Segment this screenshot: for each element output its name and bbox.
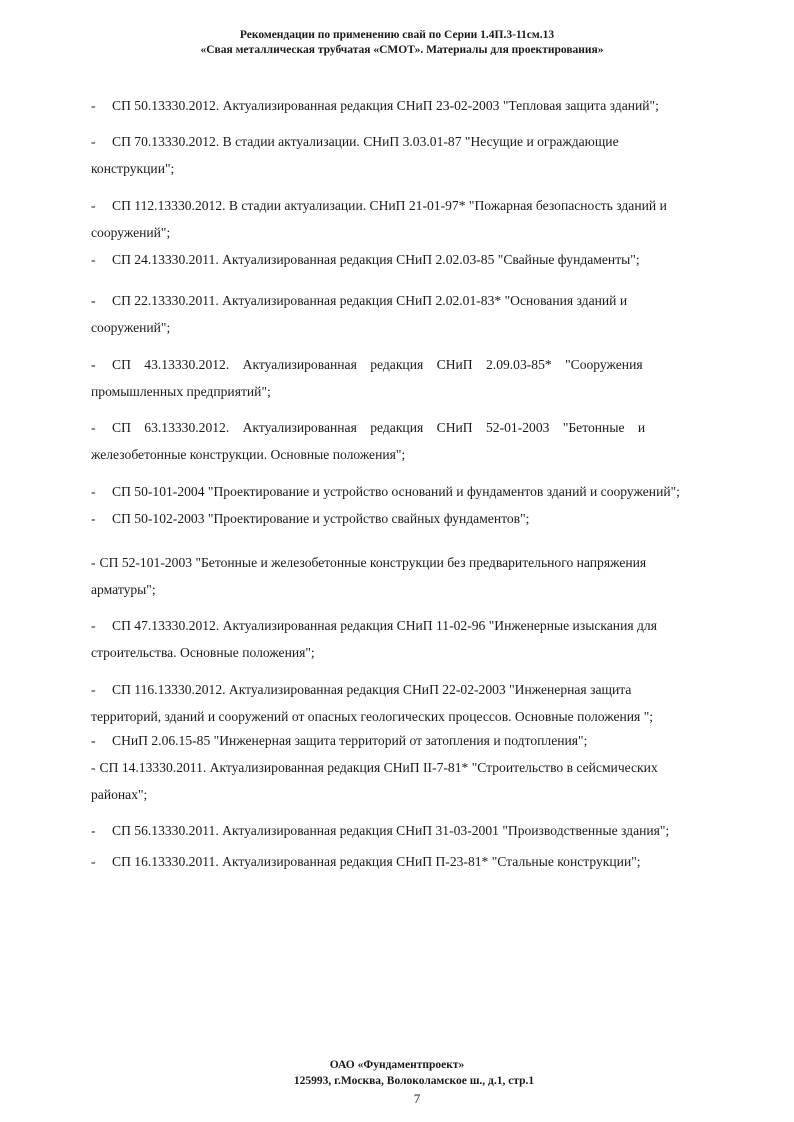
list-dash: -	[91, 293, 96, 308]
list-item	[91, 754, 731, 808]
list-item-text: СП 16.13330.2011. Актуализированная редакция СНиП П-23-81* "Стальные конструкции";	[112, 854, 641, 869]
list-item	[91, 92, 731, 119]
list-item	[91, 817, 731, 844]
list-item-text: СП 70.13330.2012. В стадии актуализации. СНиП 3.03.01-87 "Несущие и ограждающие	[112, 134, 619, 149]
list-dash: -	[91, 618, 96, 633]
list-item-text: СП 47.13330.2012. Актуализированная редакция СНиП 11-02-96 "Инженерные изыскания для	[112, 618, 657, 633]
list-item-continuation: сооружений";	[91, 320, 171, 335]
list-item-text: СП 112.13330.2012. В стадии актуализации. СНиП 21-01-97* "Пожарная безопасность зданий и	[112, 198, 667, 213]
list-item	[91, 848, 731, 875]
list-item	[91, 246, 731, 273]
list-item	[91, 192, 731, 246]
footer-address: 125993, г.Москва, Волоколамское ш., д.1, стр.1	[293, 1075, 535, 1087]
list-item-text: СП 22.13330.2011. Актуализированная редакция СНиП 2.02.01-83* "Основания зданий и	[112, 293, 628, 308]
list-item-text: СП 116.13330.2012. Актуализированная редакция СНиП 22-02-2003 "Инженерная защита	[112, 682, 632, 697]
list-dash: -	[91, 854, 96, 869]
list-dash: -	[91, 555, 96, 570]
list-dash: -	[91, 134, 96, 149]
page-footer	[0, 1057, 794, 1089]
list-item-text: СП 24.13330.2011. Актуализированная редакция СНиП 2.02.03-85 "Свайные фундаменты";	[112, 252, 640, 267]
header-title-line: Рекомендации по применению свай по Серии 1.4П.3-11см.13	[239, 29, 555, 41]
list-dash: -	[91, 252, 96, 267]
list-item-text: СП 63.13330.2012. Актуализированная редакция СНиП 52-01-2003 "Бетонные и	[112, 420, 646, 435]
standards-list	[91, 92, 731, 875]
list-item	[91, 612, 731, 666]
list-item-text: СП 14.13330.2011. Актуализированная редакция СНиП II-7-81* "Строительство в сейсмических	[99, 760, 658, 775]
list-item-continuation: промышленных предприятий";	[91, 384, 271, 399]
list-dash: -	[91, 733, 96, 748]
list-item-continuation: арматуры";	[91, 582, 156, 597]
footer-company: ОАО «Фундаментпроект»	[329, 1059, 465, 1071]
list-item-continuation: территорий, зданий и сооружений от опасных геологических процессов. Основные положения ";	[91, 709, 654, 724]
page-header	[0, 28, 794, 58]
list-item-text: СП 43.13330.2012. Актуализированная редакция СНиП 2.09.03-85* "Сооружения	[112, 357, 643, 372]
list-item-text: СП 56.13330.2011. Актуализированная редакция СНиП 31-03-2001 "Производственные здания";	[112, 823, 670, 838]
list-item	[91, 549, 731, 603]
list-dash: -	[91, 484, 96, 499]
list-dash: -	[91, 357, 96, 372]
list-item-continuation: районах";	[91, 787, 148, 802]
list-item-continuation: строительства. Основные положения";	[91, 645, 315, 660]
list-dash: -	[91, 198, 96, 213]
list-item	[91, 676, 731, 730]
list-dash: -	[91, 511, 96, 526]
list-item	[91, 351, 731, 405]
list-dash: -	[91, 823, 96, 838]
list-item	[91, 478, 731, 505]
list-item-continuation: сооружений";	[91, 225, 171, 240]
list-item	[91, 505, 731, 532]
list-item-continuation: железобетонные конструкции. Основные положения";	[91, 447, 406, 462]
list-item	[91, 727, 731, 754]
list-dash: -	[91, 420, 96, 435]
header-subtitle-line: «Свая металлическая трубчатая «СМОТ». Материалы для проектирования»	[200, 44, 604, 56]
list-item-continuation: конструкции";	[91, 161, 175, 176]
list-dash: -	[91, 760, 96, 775]
list-item	[91, 128, 731, 182]
list-dash: -	[91, 682, 96, 697]
list-item-text: СП 50-102-2003 "Проектирование и устройство свайных фундаментов";	[112, 511, 530, 526]
list-item	[91, 287, 731, 341]
list-item	[91, 414, 731, 468]
list-item-text: СП 50-101-2004 "Проектирование и устройство оснований и фундаментов зданий и сооружений";	[112, 484, 680, 499]
page-number: 7	[413, 1091, 421, 1106]
list-item-text: СП 50.13330.2012. Актуализированная редакция СНиП 23-02-2003 "Тепловая защита зданий";	[112, 98, 659, 113]
list-dash: -	[91, 98, 96, 113]
list-item-text: СП 52-101-2003 "Бетонные и железобетонные конструкции без предварительного напряжения	[99, 555, 647, 570]
list-item-text: СНиП 2.06.15-85 "Инженерная защита территорий от затопления и подтопления";	[112, 733, 588, 748]
